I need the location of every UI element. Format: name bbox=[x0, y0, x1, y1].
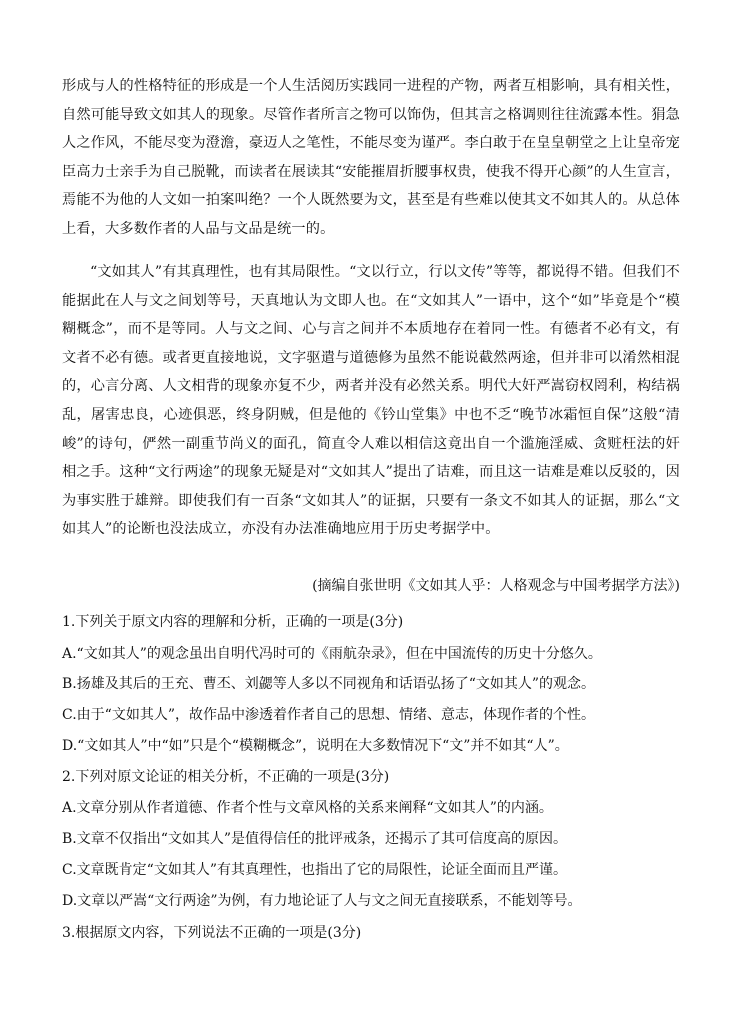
passage-source: (摘编自张世明《文如其人乎：人格观念与中国考据学方法》) bbox=[312, 578, 680, 594]
question-2-stem: 2.下列对原文论证的相关分析，不正确的一项是(3分) bbox=[62, 769, 390, 785]
question-2-option-d: D.文章以严嵩“文行两途”为例，有力地论证了人与文之间无直接联系，不能划等号。 bbox=[62, 893, 582, 909]
question-1-option-d: D.“文如其人”中“如”只是个“模糊概念”，说明在大多数情况下“文”并不如其“人”。 bbox=[62, 738, 569, 754]
question-1-option-b: B.扬雄及其后的王充、曹丕、刘勰等人多以不同视角和话语弘扬了“文如其人”的观念。 bbox=[62, 676, 596, 692]
question-2-option-c: C.文章既肯定“文如其人”有其真理性，也指出了它的局限性，论证全面而且严谨。 bbox=[62, 862, 567, 878]
question-3-stem: 3.根据原文内容，下列说法不正确的一项是(3分) bbox=[62, 925, 362, 941]
question-1-option-a: A.“文如其人”的观念虽出自明代冯时可的《雨航杂录》，但在中国流传的历史十分悠久。 bbox=[62, 646, 602, 662]
passage-paragraph-1: 形成与人的性格特征的形成是一个人生活阅历实践同一进程的产物，两者互相影响，具有相关性，自然可能导致文如其人的现象。尽管作者所言之物可以饰伪，但其言之格调则往往流露本性。狷急人之作风，不能尽变为澄澹，豪迈人之笔性，不能尽变为谨严。李白敢于在皇皇朝堂之上让皇帝宠臣高力士亲手为自己脱靴，而读者在展读其“安能摧眉折腰事权贵，使我不得开心颜”的人生宣言，焉能不为他的人文如一拍案叫绝？一个人既然要为文，甚至是有些难以使其文不如其人的。从总体上看，大多数作者的人品与文品是统一的。 bbox=[62, 78, 680, 237]
question-1-option-c: C.由于“文如其人”，故作品中渗透着作者自己的思想、情绪、意志，体现作者的个性。 bbox=[62, 707, 595, 723]
passage-paragraph-2: “文如其人”有其真理性，也有其局限性。“文以行立，行以文传”等等，都说得不错。但我们不能据此在人与文之间划等号，天真地认为文即人也。在“文如其人”一语中，这个“如”毕竟是个“模糊概念”，而不是等同。人与文之间、心与言之间并不本质地存在着同一性。有德者不必有文，有文者不必有德。或者更直接地说，文字驱遣与道德修为虽然不能说截然两途，但并非可以淆然相混的，心言分离、人文相背的现象亦复不少，两者并没有必然关系。明代大奸严嵩窃权罔利，构结祸乱，屠害忠良，心迹俱恶，终身阴贼，但是他的《钤山堂集》中也不乏“晚节冰霜恒自保”这般“清峻”的诗句，俨然一副重节尚义的面孔，简直令人难以相信这竟出自一个滥施淫威、贪赃枉法的奸相之手。这种“文行两途”的现象无疑是对“文如其人”提出了诘难，而且这一诘难是难以反驳的，因为事实胜于雄辩。即使我们有一百条“文如其人”的证据，只要有一条文不如其人的证据，那么“文如其人”的论断也没法成立，亦没有办法准确地应用于历史考据学中。 bbox=[62, 264, 680, 538]
question-2-option-b: B.文章不仅指出“文如其人”是值得信任的批评戒条，还揭示了其可信度高的原因。 bbox=[62, 831, 568, 847]
question-2-option-a: A.文章分别从作者道德、作者个性与文章风格的关系来阐释“文如其人”的内涵。 bbox=[62, 800, 553, 816]
question-1-stem: 1.下列关于原文内容的理解和分析，正确的一项是(3分) bbox=[62, 614, 404, 630]
